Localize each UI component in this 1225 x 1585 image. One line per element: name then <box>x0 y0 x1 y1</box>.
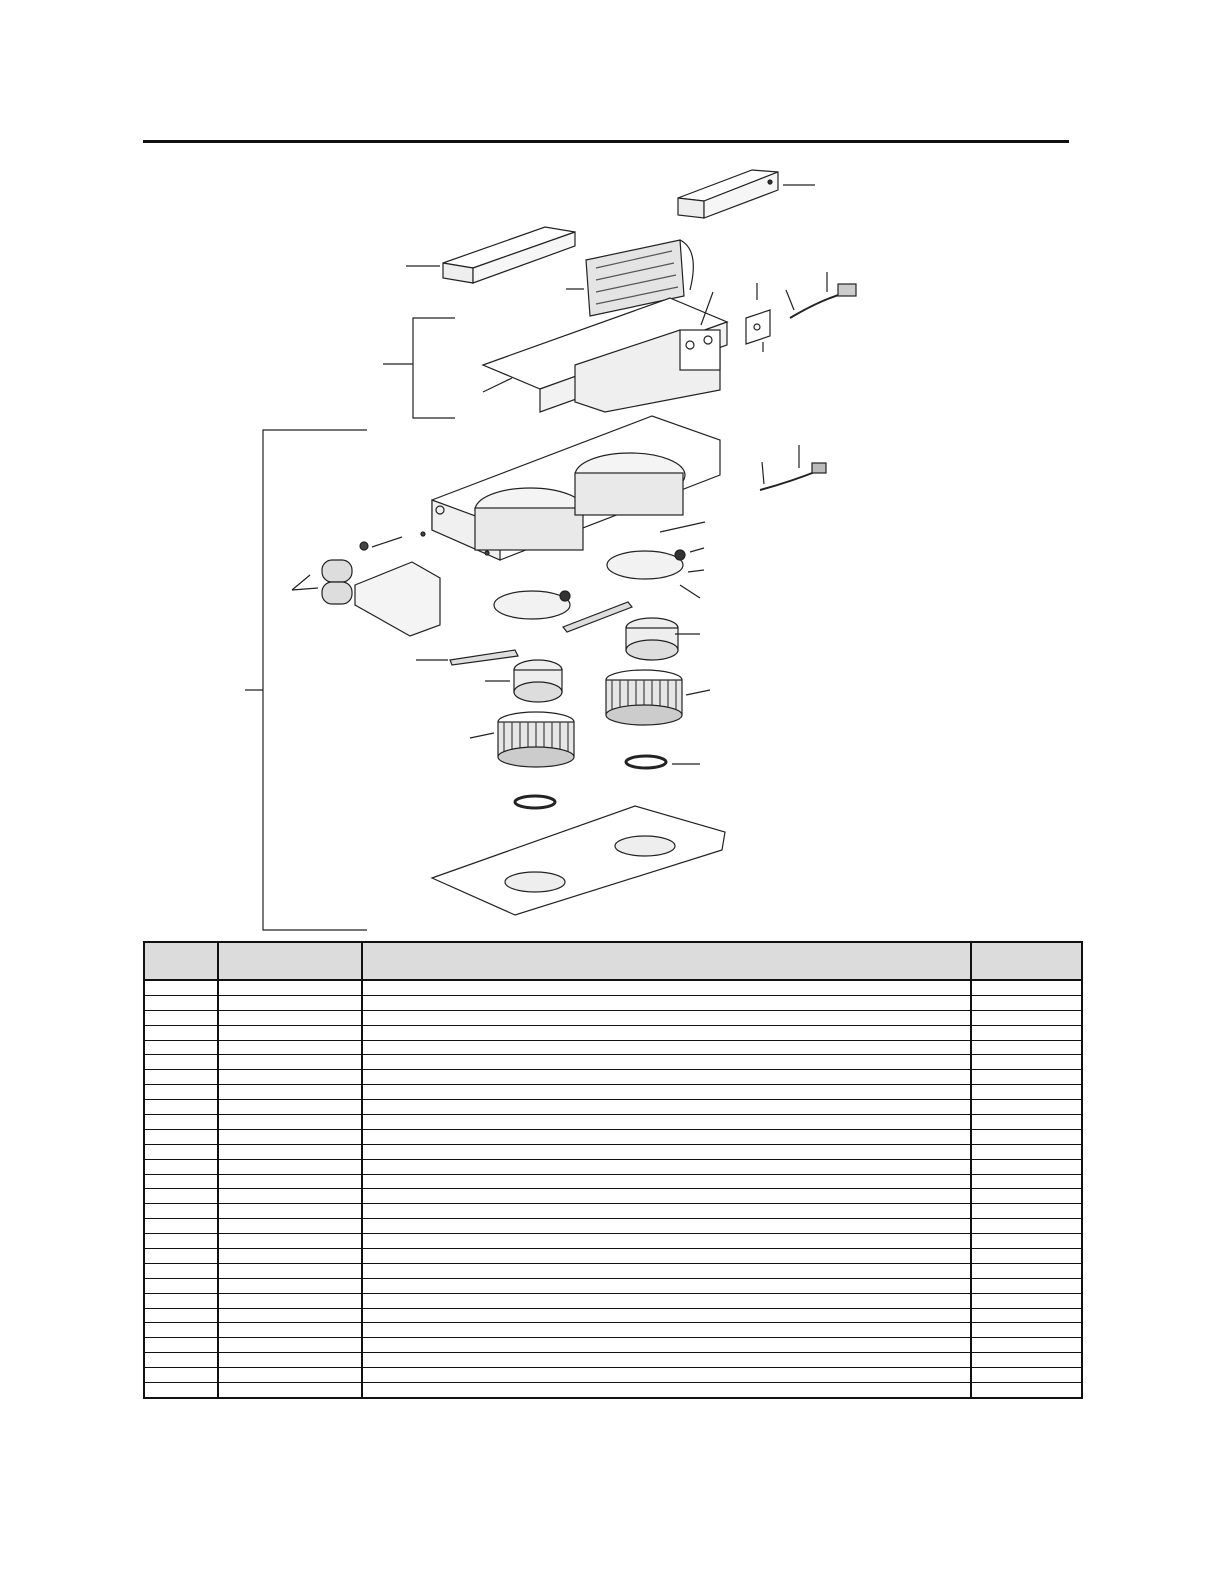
table-cell <box>144 1144 218 1159</box>
table-row <box>144 1338 1082 1353</box>
table-cell <box>362 1144 971 1159</box>
table-cell <box>144 1293 218 1308</box>
table-cell <box>218 995 362 1010</box>
table-cell <box>971 1070 1082 1085</box>
table-cell <box>144 1159 218 1174</box>
main-body-bracket <box>245 430 367 930</box>
table-cell <box>144 1129 218 1144</box>
table-cell <box>144 1219 218 1234</box>
table-cell <box>971 1383 1082 1398</box>
top-right-cover-part <box>678 170 815 218</box>
motor-plate-right-part <box>607 522 705 598</box>
table-cell <box>218 1234 362 1249</box>
table-row <box>144 1100 1082 1115</box>
parts-table-body <box>144 980 1082 1398</box>
table-cell <box>218 1159 362 1174</box>
table-cell <box>144 1278 218 1293</box>
table-cell <box>218 1368 362 1383</box>
table-cell <box>144 1115 218 1130</box>
table-cell <box>971 1055 1082 1070</box>
table-cell <box>144 1249 218 1264</box>
table-cell <box>144 995 218 1010</box>
table-cell <box>144 1100 218 1115</box>
table-cell <box>971 1219 1082 1234</box>
table-cell <box>218 1040 362 1055</box>
table-cell <box>971 1323 1082 1338</box>
table-cell <box>218 1219 362 1234</box>
table-row <box>144 1144 1082 1159</box>
top-left-cover-part <box>406 227 575 283</box>
table-cell <box>971 1010 1082 1025</box>
bottom-panel-part <box>432 806 725 915</box>
table-row <box>144 1174 1082 1189</box>
parts-list-table <box>143 941 1083 1399</box>
table-row <box>144 1263 1082 1278</box>
table-cell <box>218 1308 362 1323</box>
table-cell <box>362 1010 971 1025</box>
table-cell <box>362 1159 971 1174</box>
power-cord-top-part <box>786 272 856 318</box>
table-cell <box>218 980 362 995</box>
table-cell <box>218 1353 362 1368</box>
motor-plate-left-part <box>494 591 570 619</box>
table-cell <box>362 1383 971 1398</box>
table-row <box>144 1159 1082 1174</box>
table-cell <box>144 1055 218 1070</box>
table-cell <box>362 1204 971 1219</box>
table-cell <box>144 1338 218 1353</box>
table-cell <box>971 1249 1082 1264</box>
table-cell <box>218 1144 362 1159</box>
table-cell <box>362 1338 971 1353</box>
table-row <box>144 1368 1082 1383</box>
table-cell <box>971 1100 1082 1115</box>
power-cord-right-part <box>760 445 826 490</box>
table-cell <box>971 1278 1082 1293</box>
table-row <box>144 1249 1082 1264</box>
table-cell <box>218 1025 362 1040</box>
table-cell <box>362 1129 971 1144</box>
table-cell <box>362 1070 971 1085</box>
table-cell <box>218 1010 362 1025</box>
table-cell <box>218 1115 362 1130</box>
table-row <box>144 995 1082 1010</box>
table-cell <box>362 1040 971 1055</box>
table-cell <box>144 1368 218 1383</box>
table-cell <box>971 1338 1082 1353</box>
table-row <box>144 1278 1082 1293</box>
table-row <box>144 1115 1082 1130</box>
table-row <box>144 1323 1082 1338</box>
upper-assembly-bracket <box>383 318 455 418</box>
table-cell <box>362 1263 971 1278</box>
table-cell <box>218 1383 362 1398</box>
table-cell <box>362 1323 971 1338</box>
table-row <box>144 1040 1082 1055</box>
table-cell <box>971 1159 1082 1174</box>
table-cell <box>144 1025 218 1040</box>
table-row <box>144 1293 1082 1308</box>
table-cell <box>362 1025 971 1040</box>
table-cell <box>144 1353 218 1368</box>
table-cell <box>218 1174 362 1189</box>
column-header-2 <box>218 942 362 980</box>
table-cell <box>362 1249 971 1264</box>
table-cell <box>362 1189 971 1204</box>
table-cell <box>218 1085 362 1100</box>
table-cell <box>144 1234 218 1249</box>
table-cell <box>971 1129 1082 1144</box>
table-cell <box>362 1115 971 1130</box>
table-cell <box>218 1278 362 1293</box>
upper-housing-part <box>483 298 727 412</box>
table-cell <box>971 1025 1082 1040</box>
column-header-3 <box>362 942 971 980</box>
table-cell <box>218 1070 362 1085</box>
table-cell <box>218 1263 362 1278</box>
table-cell <box>144 1085 218 1100</box>
table-row <box>144 1353 1082 1368</box>
table-cell <box>218 1204 362 1219</box>
column-header-1 <box>144 942 218 980</box>
table-cell <box>971 1174 1082 1189</box>
table-cell <box>971 1234 1082 1249</box>
table-cell <box>144 1189 218 1204</box>
table-cell <box>362 1278 971 1293</box>
table-cell <box>362 1174 971 1189</box>
table-cell <box>362 1368 971 1383</box>
table-cell <box>971 980 1082 995</box>
table-cell <box>971 1308 1082 1323</box>
table-cell <box>971 1144 1082 1159</box>
table-row <box>144 1189 1082 1204</box>
table-cell <box>218 1323 362 1338</box>
table-cell <box>218 1055 362 1070</box>
table-cell <box>144 1070 218 1085</box>
table-row <box>144 1070 1082 1085</box>
main-chassis-part <box>432 416 720 560</box>
table-row <box>144 980 1082 995</box>
table-cell <box>362 1219 971 1234</box>
table-cell <box>218 1249 362 1264</box>
table-cell <box>971 1263 1082 1278</box>
table-cell <box>218 1129 362 1144</box>
table-cell <box>144 1040 218 1055</box>
table-cell <box>362 1085 971 1100</box>
table-cell <box>218 1189 362 1204</box>
table-cell <box>144 1323 218 1338</box>
table-cell <box>971 1368 1082 1383</box>
table-cell <box>971 1293 1082 1308</box>
table-row <box>144 1308 1082 1323</box>
table-cell <box>362 980 971 995</box>
table-cell <box>144 1204 218 1219</box>
table-cell <box>362 995 971 1010</box>
table-cell <box>144 1010 218 1025</box>
table-cell <box>971 1204 1082 1219</box>
table-cell <box>144 1383 218 1398</box>
table-row <box>144 1055 1082 1070</box>
table-row <box>144 1219 1082 1234</box>
table-cell <box>362 1308 971 1323</box>
table-row <box>144 1234 1082 1249</box>
table-header-row <box>144 942 1082 980</box>
capacitor-parts <box>292 560 440 636</box>
table-cell <box>971 1353 1082 1368</box>
table-cell <box>362 1353 971 1368</box>
table-cell <box>144 1263 218 1278</box>
table-row <box>144 1129 1082 1144</box>
table-cell <box>971 995 1082 1010</box>
table-row <box>144 1010 1082 1025</box>
table-cell <box>362 1100 971 1115</box>
table-cell <box>362 1234 971 1249</box>
table-cell <box>971 1040 1082 1055</box>
table-cell <box>971 1085 1082 1100</box>
table-cell <box>362 1293 971 1308</box>
table-cell <box>144 1308 218 1323</box>
table-cell <box>218 1293 362 1308</box>
table-cell <box>218 1100 362 1115</box>
table-row <box>144 1025 1082 1040</box>
table-cell <box>362 1055 971 1070</box>
column-header-4 <box>971 942 1082 980</box>
table-cell <box>144 1174 218 1189</box>
table-row <box>144 1383 1082 1398</box>
table-row <box>144 1085 1082 1100</box>
blower-wheel-parts <box>470 670 710 767</box>
table-cell <box>218 1338 362 1353</box>
table-row <box>144 1204 1082 1219</box>
table-cell <box>144 980 218 995</box>
table-cell <box>971 1189 1082 1204</box>
table-cell <box>971 1115 1082 1130</box>
